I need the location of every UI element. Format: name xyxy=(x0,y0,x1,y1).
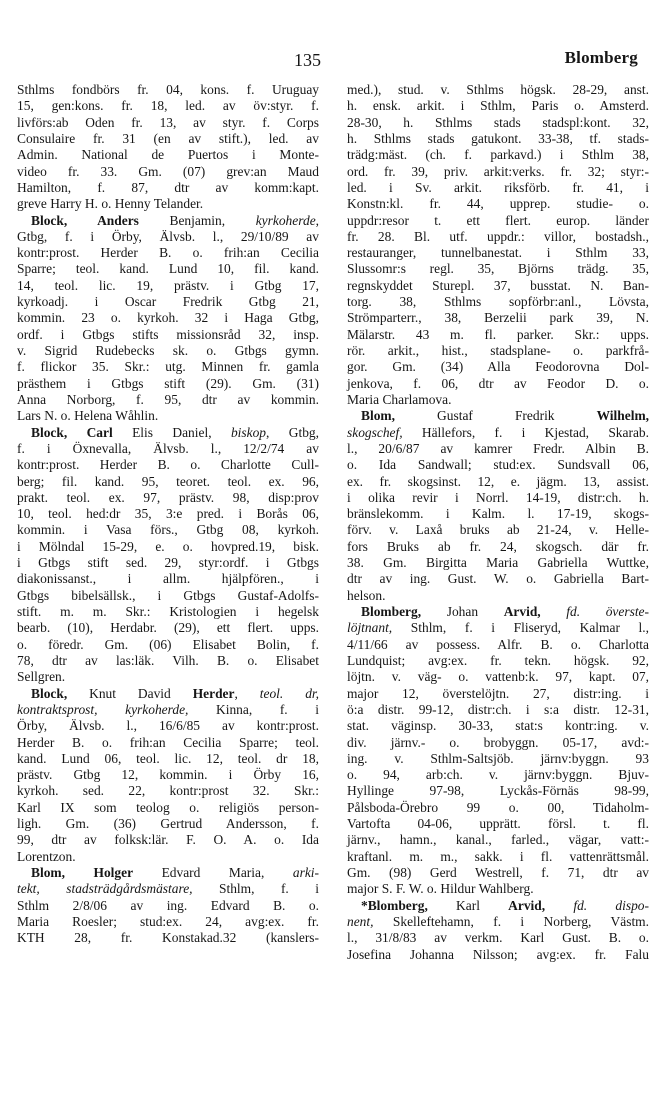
text-segment: trädg:mäst. (ch. f. parkavd.) i Sthlm 38, xyxy=(347,147,649,163)
text-segment: kontr:prost. Herder B. o. Charlotte Cull- xyxy=(17,457,319,473)
text-segment: div. järnv.- o. brobyggn. 05-17, avd:- xyxy=(347,734,649,750)
entry-title: fd. dispo- xyxy=(573,897,649,913)
text-segment: Admin. National de Puertos i Monte- xyxy=(17,147,319,163)
page-number: 135 xyxy=(294,50,321,70)
text-segment: Sellgren. xyxy=(17,669,66,685)
text-line xyxy=(17,832,319,848)
text-line xyxy=(347,930,649,946)
text-line xyxy=(17,914,319,930)
text-segment: Gustaf Fredrik xyxy=(394,408,597,424)
text-line xyxy=(347,947,649,963)
entry-title: biskop xyxy=(230,424,267,440)
text-line xyxy=(17,261,319,277)
text-segment: , xyxy=(234,685,260,701)
text-segment: ö:a distr. 99-12, distr:ch. i s:a distr. 12-31, xyxy=(347,701,649,717)
text-line xyxy=(17,392,319,408)
text-segment: , Gtbg, xyxy=(266,424,319,440)
text-segment: livförs:ab Oden fr. 13, av styr. f. Corps xyxy=(17,114,319,130)
text-line xyxy=(347,376,649,392)
text-segment: KTH 28, fr. Konstakad.32 (kanslers- xyxy=(17,930,319,946)
text-segment: led. i Sv. arkit. riksförb. fr. 41, i xyxy=(347,179,649,195)
text-segment: regnskyddet Sturepl. 37, busstat. N. Ban- xyxy=(347,277,649,293)
text-line xyxy=(347,82,649,98)
text-segment: l., 20/6/87 av kamrer Fredr. Albin B. xyxy=(347,440,649,456)
text-line xyxy=(347,180,649,196)
entry-name: *Blomberg, xyxy=(361,897,428,913)
text-line xyxy=(347,115,649,131)
text-segment: kyrkoh. sed. 22, kontr:prost 32. Skr.: xyxy=(17,783,319,799)
text-segment: förv. v. Laxå bruks ab 21-24, v. Helle- xyxy=(347,522,649,538)
text-line xyxy=(17,653,319,669)
text-line xyxy=(347,555,649,571)
text-segment: Hällefors, f. i Kjestad, Skarab. xyxy=(402,424,649,440)
text-segment: h. ensk. arkit. i Sthlm, Paris o. Amsterd. xyxy=(347,98,649,114)
text-line xyxy=(17,245,319,261)
text-segment: Sparre; teol. kand. Lund 10, fil. kand. xyxy=(17,261,319,277)
entry-heading-line xyxy=(347,604,649,620)
text-line xyxy=(347,245,649,261)
text-line xyxy=(347,261,649,277)
text-segment: , xyxy=(315,212,320,228)
entry-name: Arvid, xyxy=(508,897,546,913)
text-segment: bearb. (10), Herdabr. (29), ett flert. upps. xyxy=(17,620,319,636)
entry-name: Block, xyxy=(31,685,68,701)
entry-heading-line xyxy=(17,425,319,441)
text-segment: uppdr:resor t. ett flert. europ. länder xyxy=(347,212,649,228)
text-segment: Mälarstr. 43 m. fl. parker. Skr.: upps. xyxy=(347,326,649,342)
text-line xyxy=(17,408,319,424)
entry-name: Blomberg, xyxy=(361,604,422,619)
text-segment: Anna Norborg, f. 95, dtr av kommin. xyxy=(17,391,319,407)
text-line xyxy=(347,310,649,326)
text-line xyxy=(347,392,649,408)
text-line xyxy=(17,180,319,196)
text-segment: kyrkoadj. i Oscar Fredrik Gtbg 21, xyxy=(17,294,319,310)
text-segment: Maria Roesler; stud:ex. 24, avg:ex. fr. xyxy=(17,913,319,929)
entry-name: Arvid, xyxy=(503,604,541,619)
text-segment: v. Sigrid Rudebecks sk. o. Gtbgs gymn. xyxy=(17,343,319,358)
text-segment: 15, gen:kons. fr. 18, led. av öv:styr. f. xyxy=(17,98,319,114)
text-segment: Edvard Maria, xyxy=(133,865,293,880)
text-segment: ing. v. Sthlm-Saltsjöb. järnv:byggn. 93 xyxy=(347,750,649,766)
text-line xyxy=(347,751,649,767)
entry-title: fd. överste- xyxy=(566,604,649,619)
text-segment: bränslekomm. i Kalm. l. 17-19, skogs- xyxy=(347,506,649,522)
text-segment: Elis Daniel, xyxy=(112,424,231,440)
text-segment: med.), stud. v. Sthlms högsk. 28-29, anst. xyxy=(347,82,649,97)
entry-title: arki- xyxy=(292,865,319,880)
text-segment: Benjamin, xyxy=(138,212,256,228)
entry-title: nent, xyxy=(347,913,374,929)
text-line xyxy=(347,800,649,816)
text-segment: Sthlm 2/8/06 av ing. Edvard B. o. xyxy=(17,897,319,913)
text-segment: Josefina Johanna Nilsson; avg:ex. fr. Falu xyxy=(347,946,649,962)
text-segment: f. i Öxnevalla, Älvsb. l., 12/2/74 av xyxy=(17,440,319,456)
text-segment: kraftanl. m. m., sakk. i fl. vattenrättsmål. xyxy=(347,848,649,864)
entry-title: skogschef, xyxy=(347,424,403,440)
text-segment: dtr av ing. Gust. W. o. Gabriella Bart- xyxy=(347,571,649,587)
text-line xyxy=(347,539,649,555)
text-line xyxy=(347,686,649,702)
text-segment: Sthlms fondbörs fr. 04, kons. f. Uruguay xyxy=(17,82,319,97)
text-segment: Kinna, f. i xyxy=(188,701,319,717)
text-line xyxy=(17,588,319,604)
text-segment: löjtn. v. väg- o. vattenb:k. 97, kapt. 07, xyxy=(347,669,649,685)
text-line xyxy=(347,294,649,310)
text-line xyxy=(17,376,319,392)
text-line xyxy=(17,555,319,571)
text-segment: torg. 38, Sthlms sopförbr:anl., Lövsta, xyxy=(347,294,649,310)
text-segment: o. 94, arb:ch. v. järnv:byggn. Bjuv- xyxy=(347,767,649,783)
text-segment: i olika revir i Norrl. 14-19, distr:ch. h. xyxy=(347,489,649,505)
text-line xyxy=(347,849,649,865)
text-segment: greve Harry H. o. Henny Telander. xyxy=(17,196,204,212)
entry-title: löjtnant, xyxy=(347,620,393,636)
text-line xyxy=(347,718,649,734)
text-line xyxy=(347,506,649,522)
entry-title: tekt, stadsträdgårdsmästare, xyxy=(17,881,193,897)
entry-name: Blom, xyxy=(361,408,395,424)
text-line xyxy=(17,310,319,326)
text-line xyxy=(17,147,319,163)
text-line xyxy=(347,425,649,441)
text-line xyxy=(347,229,649,245)
entry-name: Blom, Holger xyxy=(31,865,134,880)
text-segment: Lars N. o. Helena Wåhlin. xyxy=(17,408,159,424)
text-line xyxy=(347,914,649,930)
text-segment: Karl xyxy=(427,897,509,913)
text-line xyxy=(347,164,649,180)
text-segment: Lorentzon. xyxy=(17,848,76,864)
running-head: Blomberg xyxy=(564,48,638,67)
entry-heading-line xyxy=(347,408,649,424)
text-segment: prästv. Gtbg 12, kommin. i Örby 16, xyxy=(17,767,319,783)
text-line xyxy=(347,816,649,832)
text-segment: prakt. teol. ex. 97, prästv. 98, disp:prov xyxy=(17,489,319,505)
text-segment: Gtbgs bibelsällsk., i Gtbgs Gustaf-Adolfs- xyxy=(17,587,319,603)
text-segment: stat. väginsp. 30-33, stat:s kontr:ing. v. xyxy=(347,718,649,734)
text-segment: ord. fr. 39, priv. arkit:verks. fr. 32; styr:- xyxy=(347,163,649,179)
text-line xyxy=(347,653,649,669)
text-line xyxy=(17,702,319,718)
text-segment: o. föredr. Gm. (06) Elisabet Bolin, f. xyxy=(17,636,319,652)
text-line xyxy=(17,800,319,816)
text-line xyxy=(17,539,319,555)
text-segment xyxy=(541,604,567,619)
text-segment: kontr:prost. Herder B. o. frih:an Cecilia xyxy=(17,245,319,261)
text-segment: helson. xyxy=(347,587,386,603)
entry-heading-line xyxy=(347,898,649,914)
text-segment: 38. Gm. Birgitta Maria Gabriella Wuttke, xyxy=(347,555,649,571)
text-line xyxy=(347,881,649,897)
text-segment: Sthlm, f. i xyxy=(192,881,319,897)
text-segment: Vartofta 04-06, upprätt. försl. t. fl. xyxy=(347,816,649,832)
text-line xyxy=(17,441,319,457)
text-line xyxy=(347,327,649,343)
text-segment: Örby, Älvsb. l., 16/6/85 av kontr:prost. xyxy=(17,718,319,734)
text-segment: rör. arkit., hist., stadsplane- o. parkfrå- xyxy=(347,343,649,358)
text-line xyxy=(17,457,319,473)
entry-title: kontraktsprost, kyrkoherde, xyxy=(17,701,189,717)
text-segment: ex. fr. skogsinst. 12, e. jägm. 13, assist. xyxy=(347,473,649,489)
text-segment: berg; fil. kand. 95, teoret. teol. ex. 96, xyxy=(17,473,319,489)
text-segment: Lundquist; avg:ex. fr. tekn. högsk. 92, xyxy=(347,652,649,668)
text-segment: Hyllinge 97-98, Lyckås-Förnäs 98-99, xyxy=(347,783,649,799)
text-segment: prästhem i Gtbgs stift (29). Gm. (31) xyxy=(17,375,319,391)
text-segment: Konstn:kl. fr. 44, upprep. studie- o. xyxy=(347,196,649,212)
text-segment: jenkova, f. 06, dtr av Feodor D. o. xyxy=(347,375,649,391)
text-line xyxy=(17,620,319,636)
text-line xyxy=(17,98,319,114)
text-segment: h. Sthlms stads gatukont. 33-38, tf. stads- xyxy=(347,130,649,146)
entry-heading-line xyxy=(17,865,319,881)
text-segment: 4/11/66 av possess. Alfr. B. o. Charlotta xyxy=(347,636,649,652)
text-segment: kand. Lund 06, teol. lic. 12, teol. dr 18, xyxy=(17,750,319,766)
text-line xyxy=(17,359,319,375)
text-line xyxy=(17,930,319,946)
text-segment: f. flickor 35. Skr.: utg. Minnen fr. gamla xyxy=(17,359,319,375)
text-segment: Knut David xyxy=(67,685,193,701)
entry-heading-line xyxy=(17,213,319,229)
text-line xyxy=(347,735,649,751)
text-segment: Johan xyxy=(421,604,504,619)
right-column xyxy=(347,82,649,963)
text-line xyxy=(17,669,319,685)
text-line xyxy=(17,294,319,310)
text-segment: i Gtbgs stift sed. 29, styr:ordf. i Gtbgs xyxy=(17,555,319,571)
text-segment xyxy=(545,898,573,913)
text-segment: fr. 28. Bl. utf. uppdr.: villor, bostadsh., xyxy=(347,228,649,244)
text-segment: Karl IX som teolog o. religiös person- xyxy=(17,799,319,815)
text-segment: major 12, överstelöjtn. 27, distr:ing. i xyxy=(347,685,649,701)
text-line xyxy=(347,637,649,653)
text-segment: ordf. i Gtbgs stifts missionsråd 32, insp. xyxy=(17,326,319,342)
text-line xyxy=(17,571,319,587)
text-segment: Gtbg, f. i Örby, Älvsb. l., 29/10/89 av xyxy=(17,228,319,244)
text-segment: Slussomr:s regl. 35, Björns trädg. 35, xyxy=(347,261,649,277)
text-segment: järnv., hamn., kanal., farled., vägar, vatt:- xyxy=(347,832,649,848)
text-line xyxy=(347,865,649,881)
text-line xyxy=(17,881,319,897)
entry-heading-line xyxy=(17,686,319,702)
text-line xyxy=(347,669,649,685)
text-segment: l., 31/8/83 av verkm. Karl Gust. B. o. xyxy=(347,930,649,946)
entry-name: Herder xyxy=(192,685,235,701)
text-segment: Skelleftehamn, f. i Norberg, Västm. xyxy=(373,913,649,929)
text-line xyxy=(17,718,319,734)
text-segment: restauranger, tunnelbanestat. i Sthlm 33, xyxy=(347,245,649,261)
text-segment: Pålsboda-Örebro 99 o. 00, Tidaholm- xyxy=(347,799,649,815)
left-column xyxy=(17,82,319,947)
text-segment: Herder B. o. frih:an Cecilia Sparre; teol. xyxy=(17,734,319,750)
text-line xyxy=(17,816,319,832)
text-segment: Hamilton, f. 87, dtr av komm:kapt. xyxy=(17,179,319,195)
text-segment: ligh. Gm. (36) Gertrud Andersson, f. xyxy=(17,816,319,832)
text-segment: Consulaire fr. 31 (en av stift.), led. av xyxy=(17,130,319,146)
text-line xyxy=(347,278,649,294)
text-segment: Gm. (98) Gerd Westrell, f. 71, dtr av xyxy=(347,865,649,880)
text-line xyxy=(17,474,319,490)
text-segment: gor. Gm. (34) Alla Feodorovna Dol- xyxy=(347,359,649,375)
text-line xyxy=(347,457,649,473)
text-segment: o. Ida Sandwall; stud:ex. Sundsvall 06, xyxy=(347,457,649,473)
text-line xyxy=(347,620,649,636)
text-line xyxy=(17,506,319,522)
text-segment: 14, teol. lic. 19, prästv. i Gtbg 17, xyxy=(17,277,319,293)
text-segment: diakonissanst., i allm. hjälpfören., i xyxy=(17,571,319,587)
text-line xyxy=(347,147,649,163)
text-line xyxy=(17,849,319,865)
entry-title: teol. dr, xyxy=(259,685,320,701)
text-segment: 28-30, h. Sthlms stads stadspl:kont. 32, xyxy=(347,114,649,130)
text-line xyxy=(347,767,649,783)
text-segment: stift. m. m. Skr.: Kristologien i hegelsk xyxy=(17,604,319,619)
text-segment: 10, teol. hed:dr 35, 3:e pred. i Borås 06, xyxy=(17,506,319,522)
text-line xyxy=(17,82,319,98)
text-line xyxy=(347,571,649,587)
text-line xyxy=(347,490,649,506)
text-line xyxy=(17,637,319,653)
text-line xyxy=(17,767,319,783)
text-segment: kommin. 23 o. kyrkoh. 32 i Haga Gtbg, xyxy=(17,310,319,326)
text-line xyxy=(17,735,319,751)
text-line xyxy=(17,196,319,212)
text-line xyxy=(17,490,319,506)
text-line xyxy=(347,343,649,359)
text-line xyxy=(17,115,319,131)
text-line xyxy=(347,522,649,538)
text-line xyxy=(17,604,319,620)
text-line xyxy=(347,588,649,604)
text-segment: major S. F. W. o. Hildur Wahlberg. xyxy=(347,881,534,897)
text-line xyxy=(347,359,649,375)
entry-name: Wilhelm, xyxy=(596,408,649,424)
text-line xyxy=(17,783,319,799)
text-segment: Maria Charlamova. xyxy=(347,391,452,407)
text-segment: i Mölndal 15-29, e. o. hovpred.19, bisk. xyxy=(17,538,319,554)
text-line xyxy=(347,98,649,114)
text-line xyxy=(347,832,649,848)
text-line xyxy=(347,702,649,718)
text-line xyxy=(17,898,319,914)
text-line xyxy=(17,164,319,180)
text-line xyxy=(347,783,649,799)
text-line xyxy=(347,196,649,212)
text-line xyxy=(17,327,319,343)
text-segment: 99, dtr av folksk:lär. F. O. A. o. Ida xyxy=(17,832,319,848)
text-line xyxy=(347,474,649,490)
text-line xyxy=(17,522,319,538)
text-line xyxy=(17,229,319,245)
entry-title: kyrkoherde xyxy=(255,212,316,228)
entry-name: Block, Anders xyxy=(31,212,139,228)
text-segment: video fr. 33. Gm. (07) grev:an Maud xyxy=(17,163,319,179)
text-segment: 78, dtr av las:läk. Vilh. B. o. Elisabet xyxy=(17,652,319,668)
text-line xyxy=(17,343,319,359)
text-segment: kommin. i Vasa förs., Gtbg 08, kyrkoh. xyxy=(17,522,319,538)
text-segment: Strömparterr., 38, Berzelii park 39, N. xyxy=(347,310,649,326)
text-line xyxy=(17,131,319,147)
text-segment: fors Bruks ab fr. 24, skogsch. där fr. xyxy=(347,538,649,554)
text-line xyxy=(347,213,649,229)
text-segment: Sthlm, f. i Fliseryd, Kalmar l., xyxy=(392,620,649,636)
text-line xyxy=(17,278,319,294)
text-line xyxy=(17,751,319,767)
text-line xyxy=(347,131,649,147)
entry-name: Block, Carl xyxy=(31,424,113,440)
text-line xyxy=(347,441,649,457)
